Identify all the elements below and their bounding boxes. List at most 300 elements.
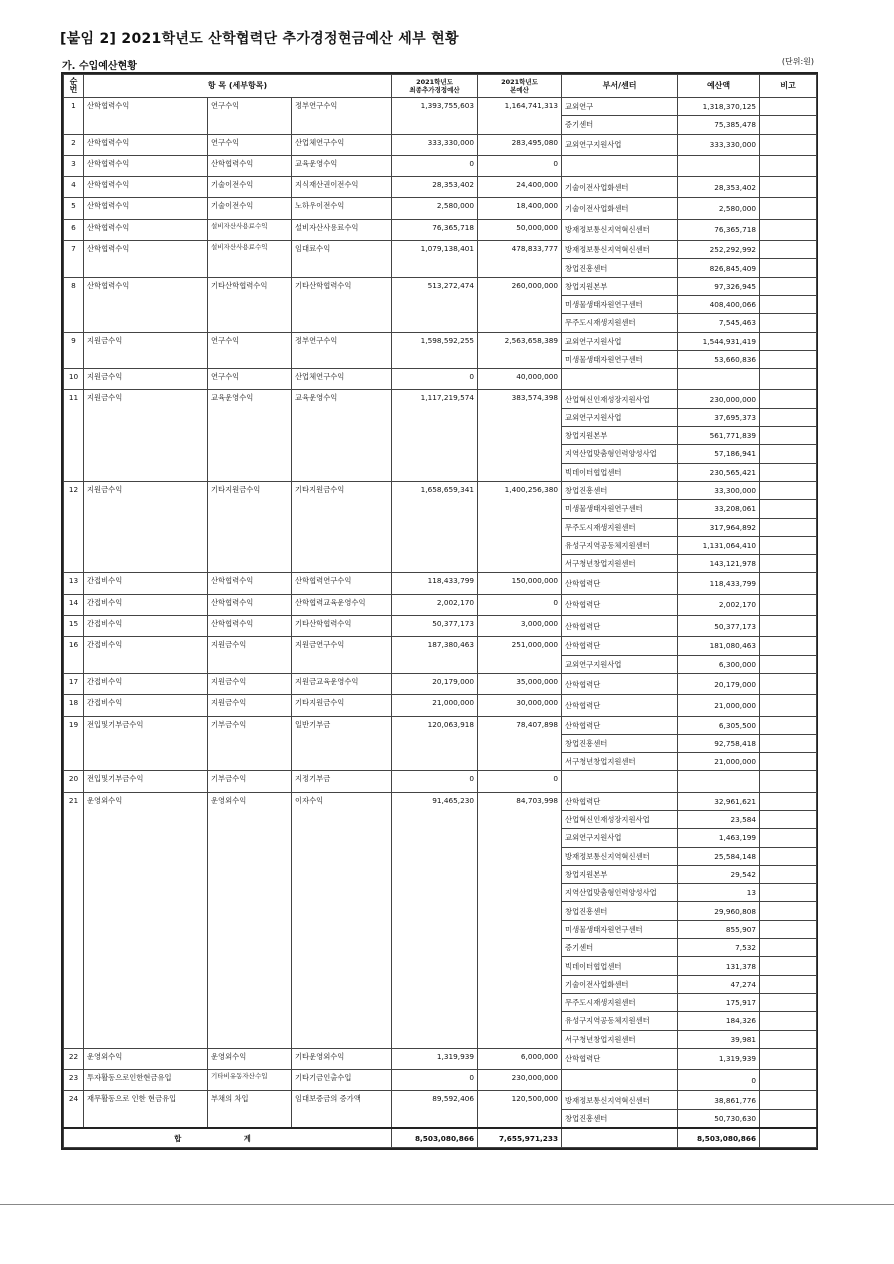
- budget-amount-cell: 37,695,373: [678, 408, 760, 426]
- note-cell: [760, 810, 817, 828]
- final-budget-cell: 21,000,000: [392, 695, 478, 716]
- budget-amount-cell: 175,917: [678, 993, 760, 1011]
- main-budget-cell: 260,000,000: [478, 277, 562, 332]
- final-budget-cell: 513,272,474: [392, 277, 478, 332]
- category-item: 산학협력수익: [84, 177, 208, 198]
- dept-cell: [562, 771, 678, 792]
- row-number: 9: [64, 332, 84, 369]
- table-row: [64, 219, 817, 240]
- row-number: 13: [64, 573, 84, 594]
- main-budget-cell: 383,574,398: [478, 390, 562, 481]
- subcategory-item: 연구수익: [208, 98, 292, 135]
- table-row: [64, 1070, 817, 1091]
- dept-cell: 방재정보통신지역혁신센터: [562, 847, 678, 865]
- main-budget-cell: 6,000,000: [478, 1048, 562, 1069]
- row-number: 12: [64, 481, 84, 572]
- main-budget-cell: 283,495,080: [478, 134, 562, 155]
- subcategory-item: 운영외수익: [208, 1048, 292, 1069]
- note-cell: [760, 116, 817, 134]
- dept-cell: [562, 369, 678, 390]
- final-budget-cell: 89,592,406: [392, 1091, 478, 1128]
- budget-amount-cell: 2,580,000: [678, 198, 760, 219]
- budget-amount-cell: 184,326: [678, 1012, 760, 1030]
- row-number: 14: [64, 594, 84, 615]
- subcategory-item: 기타지원금수익: [208, 481, 292, 572]
- budget-amount-cell: 1,319,939: [678, 1048, 760, 1069]
- dept-cell: 교외연구지원사업: [562, 134, 678, 155]
- note-cell: [760, 920, 817, 938]
- budget-amount-cell: 118,433,799: [678, 573, 760, 594]
- category-item: 간접비수익: [84, 573, 208, 594]
- main-budget-cell: 150,000,000: [478, 573, 562, 594]
- note-cell: [760, 198, 817, 219]
- dept-cell: 산학협력단: [562, 1048, 678, 1069]
- note-cell: [760, 884, 817, 902]
- header-dept: 부서/센터: [562, 75, 678, 98]
- detail-item: 지원금연구수익: [292, 637, 392, 674]
- header-note: 비고: [760, 75, 817, 98]
- note-cell: [760, 295, 817, 313]
- note-cell: [760, 716, 817, 734]
- category-item: 투자활동으로인한현금유입: [84, 1070, 208, 1091]
- final-budget-cell: 0: [392, 771, 478, 792]
- budget-amount-cell: 7,545,463: [678, 314, 760, 332]
- row-number: 20: [64, 771, 84, 792]
- note-cell: [760, 369, 817, 390]
- note-cell: [760, 1070, 817, 1091]
- budget-amount-cell: 2,002,170: [678, 594, 760, 615]
- main-budget-cell: 30,000,000: [478, 695, 562, 716]
- dept-cell: 무주도시재생지원센터: [562, 518, 678, 536]
- row-number: 18: [64, 695, 84, 716]
- table-row: [64, 134, 817, 155]
- note-cell: [760, 500, 817, 518]
- main-budget-cell: 1,400,256,380: [478, 481, 562, 572]
- budget-amount-cell: 28,353,402: [678, 177, 760, 198]
- dept-cell: 산학협력단: [562, 594, 678, 615]
- category-item: 지원금수익: [84, 332, 208, 369]
- dept-cell: 산학협력단: [562, 573, 678, 594]
- detail-item: 설비자산사용료수익: [292, 219, 392, 240]
- budget-amount-cell: 143,121,978: [678, 555, 760, 573]
- note-cell: [760, 427, 817, 445]
- dept-cell: 산학협력단: [562, 616, 678, 637]
- note-cell: [760, 155, 817, 176]
- category-item: 간접비수익: [84, 695, 208, 716]
- subcategory-item: 지원금수익: [208, 637, 292, 674]
- main-budget-cell: 1,164,741,313: [478, 98, 562, 135]
- subcategory-item: 부채의 차입: [208, 1091, 292, 1128]
- detail-item: 교육운영수익: [292, 390, 392, 481]
- budget-amount-cell: 25,584,148: [678, 847, 760, 865]
- subcategory-item: 산학협력수익: [208, 594, 292, 615]
- table-row: [64, 792, 817, 810]
- page-footer-rule: [0, 1204, 894, 1205]
- dept-cell: 지역산업맞춤형인력양성사업: [562, 884, 678, 902]
- dept-cell: 산업혁신인재성장지원사업: [562, 810, 678, 828]
- category-item: 산학협력수익: [84, 198, 208, 219]
- dept-cell: 창업지원본부: [562, 277, 678, 295]
- subcategory-item: 연구수익: [208, 134, 292, 155]
- total-note: [760, 1128, 817, 1148]
- dept-cell: 미생물생태자원연구센터: [562, 350, 678, 368]
- subcategory-item: 연구수익: [208, 332, 292, 369]
- row-number: 10: [64, 369, 84, 390]
- table-row: [64, 332, 817, 350]
- budget-amount-cell: 33,300,000: [678, 481, 760, 499]
- detail-item: 기타지원금수익: [292, 481, 392, 572]
- row-number: 11: [64, 390, 84, 481]
- main-budget-cell: 0: [478, 155, 562, 176]
- table-row: [64, 390, 817, 408]
- header-no: 순번: [64, 75, 84, 98]
- category-item: 전입및기부금수익: [84, 771, 208, 792]
- dept-cell: 산학협력단: [562, 673, 678, 694]
- final-budget-cell: 1,319,939: [392, 1048, 478, 1069]
- header-item: 항 목 (세부항목): [84, 75, 392, 98]
- dept-cell: 산업혁신인재성장지원사업: [562, 390, 678, 408]
- main-budget-cell: 0: [478, 594, 562, 615]
- final-budget-cell: 1,079,138,401: [392, 241, 478, 278]
- main-budget-cell: 251,000,000: [478, 637, 562, 674]
- note-cell: [760, 177, 817, 198]
- category-item: 전입및기부금수익: [84, 716, 208, 771]
- budget-amount-cell: 131,378: [678, 957, 760, 975]
- final-budget-cell: 0: [392, 155, 478, 176]
- dept-cell: 유성구지역공동체지원센터: [562, 1012, 678, 1030]
- detail-item: 일반기부금: [292, 716, 392, 771]
- main-budget-cell: 0: [478, 771, 562, 792]
- detail-item: 기타기금인출수입: [292, 1070, 392, 1091]
- category-item: 산학협력수익: [84, 155, 208, 176]
- final-budget-cell: 187,380,463: [392, 637, 478, 674]
- note-cell: [760, 673, 817, 694]
- note-cell: [760, 445, 817, 463]
- subcategory-item: 산학협력수익: [208, 573, 292, 594]
- table-row: [64, 1048, 817, 1069]
- total-amount: 8,503,080,866: [678, 1128, 760, 1148]
- table-row: [64, 369, 817, 390]
- final-budget-cell: 2,002,170: [392, 594, 478, 615]
- main-budget-cell: 35,000,000: [478, 673, 562, 694]
- note-cell: [760, 259, 817, 277]
- budget-amount-cell: 6,305,500: [678, 716, 760, 734]
- budget-amount-cell: 38,861,776: [678, 1091, 760, 1109]
- subcategory-item: 기부금수익: [208, 716, 292, 771]
- category-item: 간접비수익: [84, 594, 208, 615]
- budget-amount-cell: 21,000,000: [678, 695, 760, 716]
- total-row: [64, 1128, 817, 1148]
- subcategory-item: 기타산학협력수익: [208, 277, 292, 332]
- note-cell: [760, 350, 817, 368]
- detail-item: 기타지원금수익: [292, 695, 392, 716]
- subcategory-item: 운영외수익: [208, 792, 292, 1048]
- budget-amount-cell: [678, 155, 760, 176]
- note-cell: [760, 792, 817, 810]
- budget-amount-cell: 75,385,478: [678, 116, 760, 134]
- budget-amount-cell: 13: [678, 884, 760, 902]
- note-cell: [760, 573, 817, 594]
- detail-item: 기타운영외수익: [292, 1048, 392, 1069]
- dept-cell: 교외연구: [562, 98, 678, 116]
- dept-cell: 미생물생태자원연구센터: [562, 500, 678, 518]
- detail-item: 산학협력교육운영수익: [292, 594, 392, 615]
- note-cell: [760, 408, 817, 426]
- dept-cell: 창업진흥센터: [562, 1109, 678, 1128]
- main-budget-cell: 40,000,000: [478, 369, 562, 390]
- note-cell: [760, 1012, 817, 1030]
- dept-cell: 교외연구지원사업: [562, 655, 678, 673]
- final-budget-cell: 1,658,659,341: [392, 481, 478, 572]
- note-cell: [760, 98, 817, 116]
- row-number: 24: [64, 1091, 84, 1128]
- row-number: 7: [64, 241, 84, 278]
- section-subtitle: 가. 수입예산현황: [62, 61, 137, 72]
- final-budget-cell: 120,063,918: [392, 716, 478, 771]
- dept-cell: 증기센터: [562, 939, 678, 957]
- row-number: 15: [64, 616, 84, 637]
- dept-cell: 교외연구지원사업: [562, 332, 678, 350]
- row-number: 3: [64, 155, 84, 176]
- total-main: 7,655,971,233: [478, 1128, 562, 1148]
- final-budget-cell: 0: [392, 369, 478, 390]
- note-cell: [760, 314, 817, 332]
- budget-amount-cell: 32,961,621: [678, 792, 760, 810]
- dept-cell: 창업진흥센터: [562, 902, 678, 920]
- note-cell: [760, 637, 817, 655]
- dept-cell: 서구청년창업지원센터: [562, 1030, 678, 1048]
- final-budget-cell: 91,465,230: [392, 792, 478, 1048]
- note-cell: [760, 481, 817, 499]
- budget-amount-cell: 76,365,718: [678, 219, 760, 240]
- subcategory-item: 기부금수익: [208, 771, 292, 792]
- budget-amount-cell: 33,208,061: [678, 500, 760, 518]
- row-number: 22: [64, 1048, 84, 1069]
- table-row: [64, 695, 817, 716]
- row-number: 1: [64, 98, 84, 135]
- category-item: 운영외수익: [84, 1048, 208, 1069]
- row-number: 16: [64, 637, 84, 674]
- dept-cell: 창업진흥센터: [562, 734, 678, 752]
- budget-amount-cell: 1,318,370,125: [678, 98, 760, 116]
- detail-item: 지식재산권이전수익: [292, 177, 392, 198]
- dept-cell: 방재정보통신지역혁신센터: [562, 219, 678, 240]
- subcategory-item: 설비자산사용료수익: [208, 219, 292, 240]
- note-cell: [760, 993, 817, 1011]
- budget-amount-cell: 230,000,000: [678, 390, 760, 408]
- final-budget-cell: 20,179,000: [392, 673, 478, 694]
- note-cell: [760, 957, 817, 975]
- subcategory-item: 지원금수익: [208, 695, 292, 716]
- row-number: 21: [64, 792, 84, 1048]
- budget-amount-cell: 50,730,630: [678, 1109, 760, 1128]
- budget-amount-cell: 1,463,199: [678, 829, 760, 847]
- note-cell: [760, 771, 817, 792]
- detail-item: 지원금교육운영수익: [292, 673, 392, 694]
- final-budget-cell: 1,598,592,255: [392, 332, 478, 369]
- row-number: 8: [64, 277, 84, 332]
- detail-item: 기타산학협력수익: [292, 616, 392, 637]
- dept-cell: 창업지원본부: [562, 865, 678, 883]
- category-item: 운영외수익: [84, 792, 208, 1048]
- category-item: 산학협력수익: [84, 134, 208, 155]
- note-cell: [760, 219, 817, 240]
- note-cell: [760, 463, 817, 481]
- budget-amount-cell: 561,771,839: [678, 427, 760, 445]
- detail-item: 산업체연구수익: [292, 134, 392, 155]
- dept-cell: 기술이전사업화센터: [562, 198, 678, 219]
- final-budget-cell: 1,117,219,574: [392, 390, 478, 481]
- subcategory-item: 기술이전수익: [208, 198, 292, 219]
- dept-cell: 방재정보통신지역혁신센터: [562, 1091, 678, 1109]
- subcategory-item: 기술이전수익: [208, 177, 292, 198]
- category-item: 간접비수익: [84, 616, 208, 637]
- note-cell: [760, 753, 817, 771]
- budget-amount-cell: 855,907: [678, 920, 760, 938]
- dept-cell: 창업지원본부: [562, 427, 678, 445]
- category-item: 산학협력수익: [84, 277, 208, 332]
- note-cell: [760, 1048, 817, 1069]
- budget-amount-cell: 53,660,836: [678, 350, 760, 368]
- note-cell: [760, 332, 817, 350]
- row-number: 2: [64, 134, 84, 155]
- row-number: 5: [64, 198, 84, 219]
- total-final: 8,503,080,866: [392, 1128, 478, 1148]
- budget-table: [63, 74, 817, 1148]
- note-cell: [760, 865, 817, 883]
- budget-amount-cell: 47,274: [678, 975, 760, 993]
- table-row: [64, 241, 817, 259]
- detail-item: 지정기부금: [292, 771, 392, 792]
- category-item: 지원금수익: [84, 481, 208, 572]
- budget-amount-cell: 333,330,000: [678, 134, 760, 155]
- main-budget-cell: 3,000,000: [478, 616, 562, 637]
- table-body: [64, 98, 817, 1129]
- budget-amount-cell: [678, 369, 760, 390]
- detail-item: 임대료수익: [292, 241, 392, 278]
- dept-cell: 빅데이터협업센터: [562, 957, 678, 975]
- final-budget-cell: 118,433,799: [392, 573, 478, 594]
- table-row: [64, 198, 817, 219]
- dept-cell: 서구청년창업지원센터: [562, 753, 678, 771]
- subcategory-item: 산학협력수익: [208, 616, 292, 637]
- dept-cell: 지역산업맞춤형인력양성사업: [562, 445, 678, 463]
- dept-cell: 무주도시재생지원센터: [562, 314, 678, 332]
- budget-amount-cell: 0: [678, 1070, 760, 1091]
- category-item: 산학협력수익: [84, 98, 208, 135]
- budget-amount-cell: 39,981: [678, 1030, 760, 1048]
- category-item: 간접비수익: [84, 673, 208, 694]
- budget-amount-cell: [678, 771, 760, 792]
- main-budget-cell: 478,833,777: [478, 241, 562, 278]
- detail-item: 산학협력연구수익: [292, 573, 392, 594]
- table-row: [64, 1091, 817, 1109]
- dept-cell: 증기센터: [562, 116, 678, 134]
- category-item: 산학협력수익: [84, 219, 208, 240]
- main-budget-cell: 50,000,000: [478, 219, 562, 240]
- main-budget-cell: 84,703,998: [478, 792, 562, 1048]
- main-budget-cell: 78,407,898: [478, 716, 562, 771]
- row-number: 19: [64, 716, 84, 771]
- main-budget-cell: 230,000,000: [478, 1070, 562, 1091]
- category-item: 산학협력수익: [84, 241, 208, 278]
- unit-label: (단위:원): [781, 57, 814, 66]
- dept-cell: 미생물생태자원연구센터: [562, 295, 678, 313]
- final-budget-cell: 2,580,000: [392, 198, 478, 219]
- note-cell: [760, 518, 817, 536]
- note-cell: [760, 829, 817, 847]
- final-budget-cell: 1,393,755,603: [392, 98, 478, 135]
- main-budget-cell: 120,500,000: [478, 1091, 562, 1128]
- budget-amount-cell: 20,179,000: [678, 673, 760, 694]
- note-cell: [760, 134, 817, 155]
- note-cell: [760, 902, 817, 920]
- final-budget-cell: 0: [392, 1070, 478, 1091]
- row-number: 23: [64, 1070, 84, 1091]
- detail-item: 이자수익: [292, 792, 392, 1048]
- note-cell: [760, 1109, 817, 1128]
- budget-amount-cell: 1,544,931,419: [678, 332, 760, 350]
- budget-amount-cell: 826,845,409: [678, 259, 760, 277]
- budget-amount-cell: 7,532: [678, 939, 760, 957]
- note-cell: [760, 555, 817, 573]
- note-cell: [760, 1030, 817, 1048]
- final-budget-cell: 50,377,173: [392, 616, 478, 637]
- header-final-budget: 2021학년도 최종추가경정예산: [392, 75, 478, 98]
- note-cell: [760, 390, 817, 408]
- detail-item: 정부연구수익: [292, 332, 392, 369]
- subcategory-item: 설비자산사용료수익: [208, 241, 292, 278]
- category-item: 지원금수익: [84, 369, 208, 390]
- header-budget: 예산액: [678, 75, 760, 98]
- budget-amount-cell: 92,758,418: [678, 734, 760, 752]
- main-budget-cell: 24,400,000: [478, 177, 562, 198]
- budget-amount-cell: 252,292,992: [678, 241, 760, 259]
- budget-amount-cell: 21,000,000: [678, 753, 760, 771]
- dept-cell: 미생물생태자원연구센터: [562, 920, 678, 938]
- table-row: [64, 155, 817, 176]
- subcategory-item: 연구수익: [208, 369, 292, 390]
- dept-cell: 방재정보통신지역혁신센터: [562, 241, 678, 259]
- budget-amount-cell: 408,400,066: [678, 295, 760, 313]
- detail-item: 기타산학협력수익: [292, 277, 392, 332]
- category-item: 재무활동으로 인한 현금유입: [84, 1091, 208, 1128]
- document-title: [붙임 2] 2021학년도 산학협력단 추가경정현금예산 세부 현황: [60, 31, 459, 47]
- detail-item: 산업체연구수익: [292, 369, 392, 390]
- header-main-budget: 2021학년도 본예산: [478, 75, 562, 98]
- table-row: [64, 673, 817, 694]
- dept-cell: 교외연구지원사업: [562, 408, 678, 426]
- dept-cell: 산학협력단: [562, 695, 678, 716]
- budget-amount-cell: 23,584: [678, 810, 760, 828]
- dept-cell: 산학협력단: [562, 792, 678, 810]
- main-budget-cell: 2,563,658,389: [478, 332, 562, 369]
- category-item: 지원금수익: [84, 390, 208, 481]
- dept-cell: 기술이전사업화센터: [562, 975, 678, 993]
- total-dept-empty: [562, 1128, 678, 1148]
- table-header-row: [64, 75, 817, 98]
- budget-amount-cell: 97,326,945: [678, 277, 760, 295]
- subcategory-item: 기타비유동자산수입: [208, 1070, 292, 1091]
- note-cell: [760, 536, 817, 554]
- note-cell: [760, 241, 817, 259]
- budget-amount-cell: 50,377,173: [678, 616, 760, 637]
- main-budget-cell: 18,400,000: [478, 198, 562, 219]
- table-row: [64, 98, 817, 116]
- table-row: [64, 481, 817, 499]
- note-cell: [760, 1091, 817, 1109]
- budget-amount-cell: 181,080,463: [678, 637, 760, 655]
